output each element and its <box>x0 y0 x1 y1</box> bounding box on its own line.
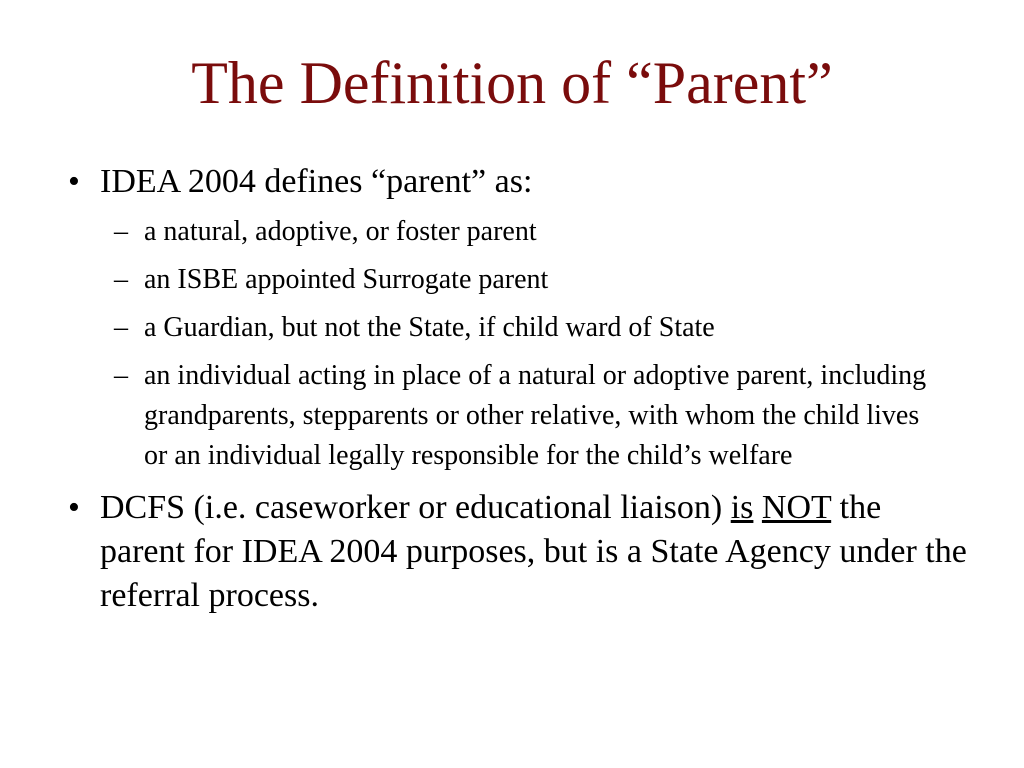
sub-bullet-text: an ISBE appointed Surrogate parent <box>144 264 549 295</box>
sub-bullet-natural-parent <box>100 212 968 252</box>
bullet-dcfs <box>68 486 968 618</box>
bullet-text-before: DCFS (i.e. caseworker or educational liaison) <box>100 489 731 526</box>
sub-bullet-individual <box>100 356 968 476</box>
sub-bullet-guardian <box>100 308 968 348</box>
slide-body <box>68 160 968 618</box>
underlined-is: is <box>730 489 754 526</box>
sub-bullet-mark: – <box>114 360 128 391</box>
bullet-idea-definition <box>68 160 968 204</box>
bullet-text: IDEA 2004 defines “parent” as: <box>100 163 533 200</box>
sub-bullet-mark: – <box>114 264 128 295</box>
sub-bullet-surrogate-parent <box>100 260 968 300</box>
bullet-mark: • <box>68 489 80 526</box>
underlined-not: NOT <box>761 489 832 526</box>
sub-bullet-list <box>100 212 968 476</box>
sub-bullet-text: an individual acting in place of a natural or adoptive parent, including grandparents, stepparents or other relative, with whom the child lives or an individual legally responsible for the child’s welfare <box>144 360 927 471</box>
sub-bullet-text: a natural, adoptive, or foster parent <box>144 216 537 247</box>
bullet-text-middle <box>753 489 762 526</box>
sub-bullet-text: a Guardian, but not the State, if child ward of State <box>144 312 715 343</box>
sub-bullet-mark: – <box>114 216 128 247</box>
sub-bullet-mark: – <box>114 312 128 343</box>
bullet-text-after: the parent for IDEA 2004 purposes, but is a State Agency under the referral process. <box>100 489 967 614</box>
slide-title: The Definition of “Parent” <box>191 50 833 116</box>
bullet-mark: • <box>68 163 80 200</box>
